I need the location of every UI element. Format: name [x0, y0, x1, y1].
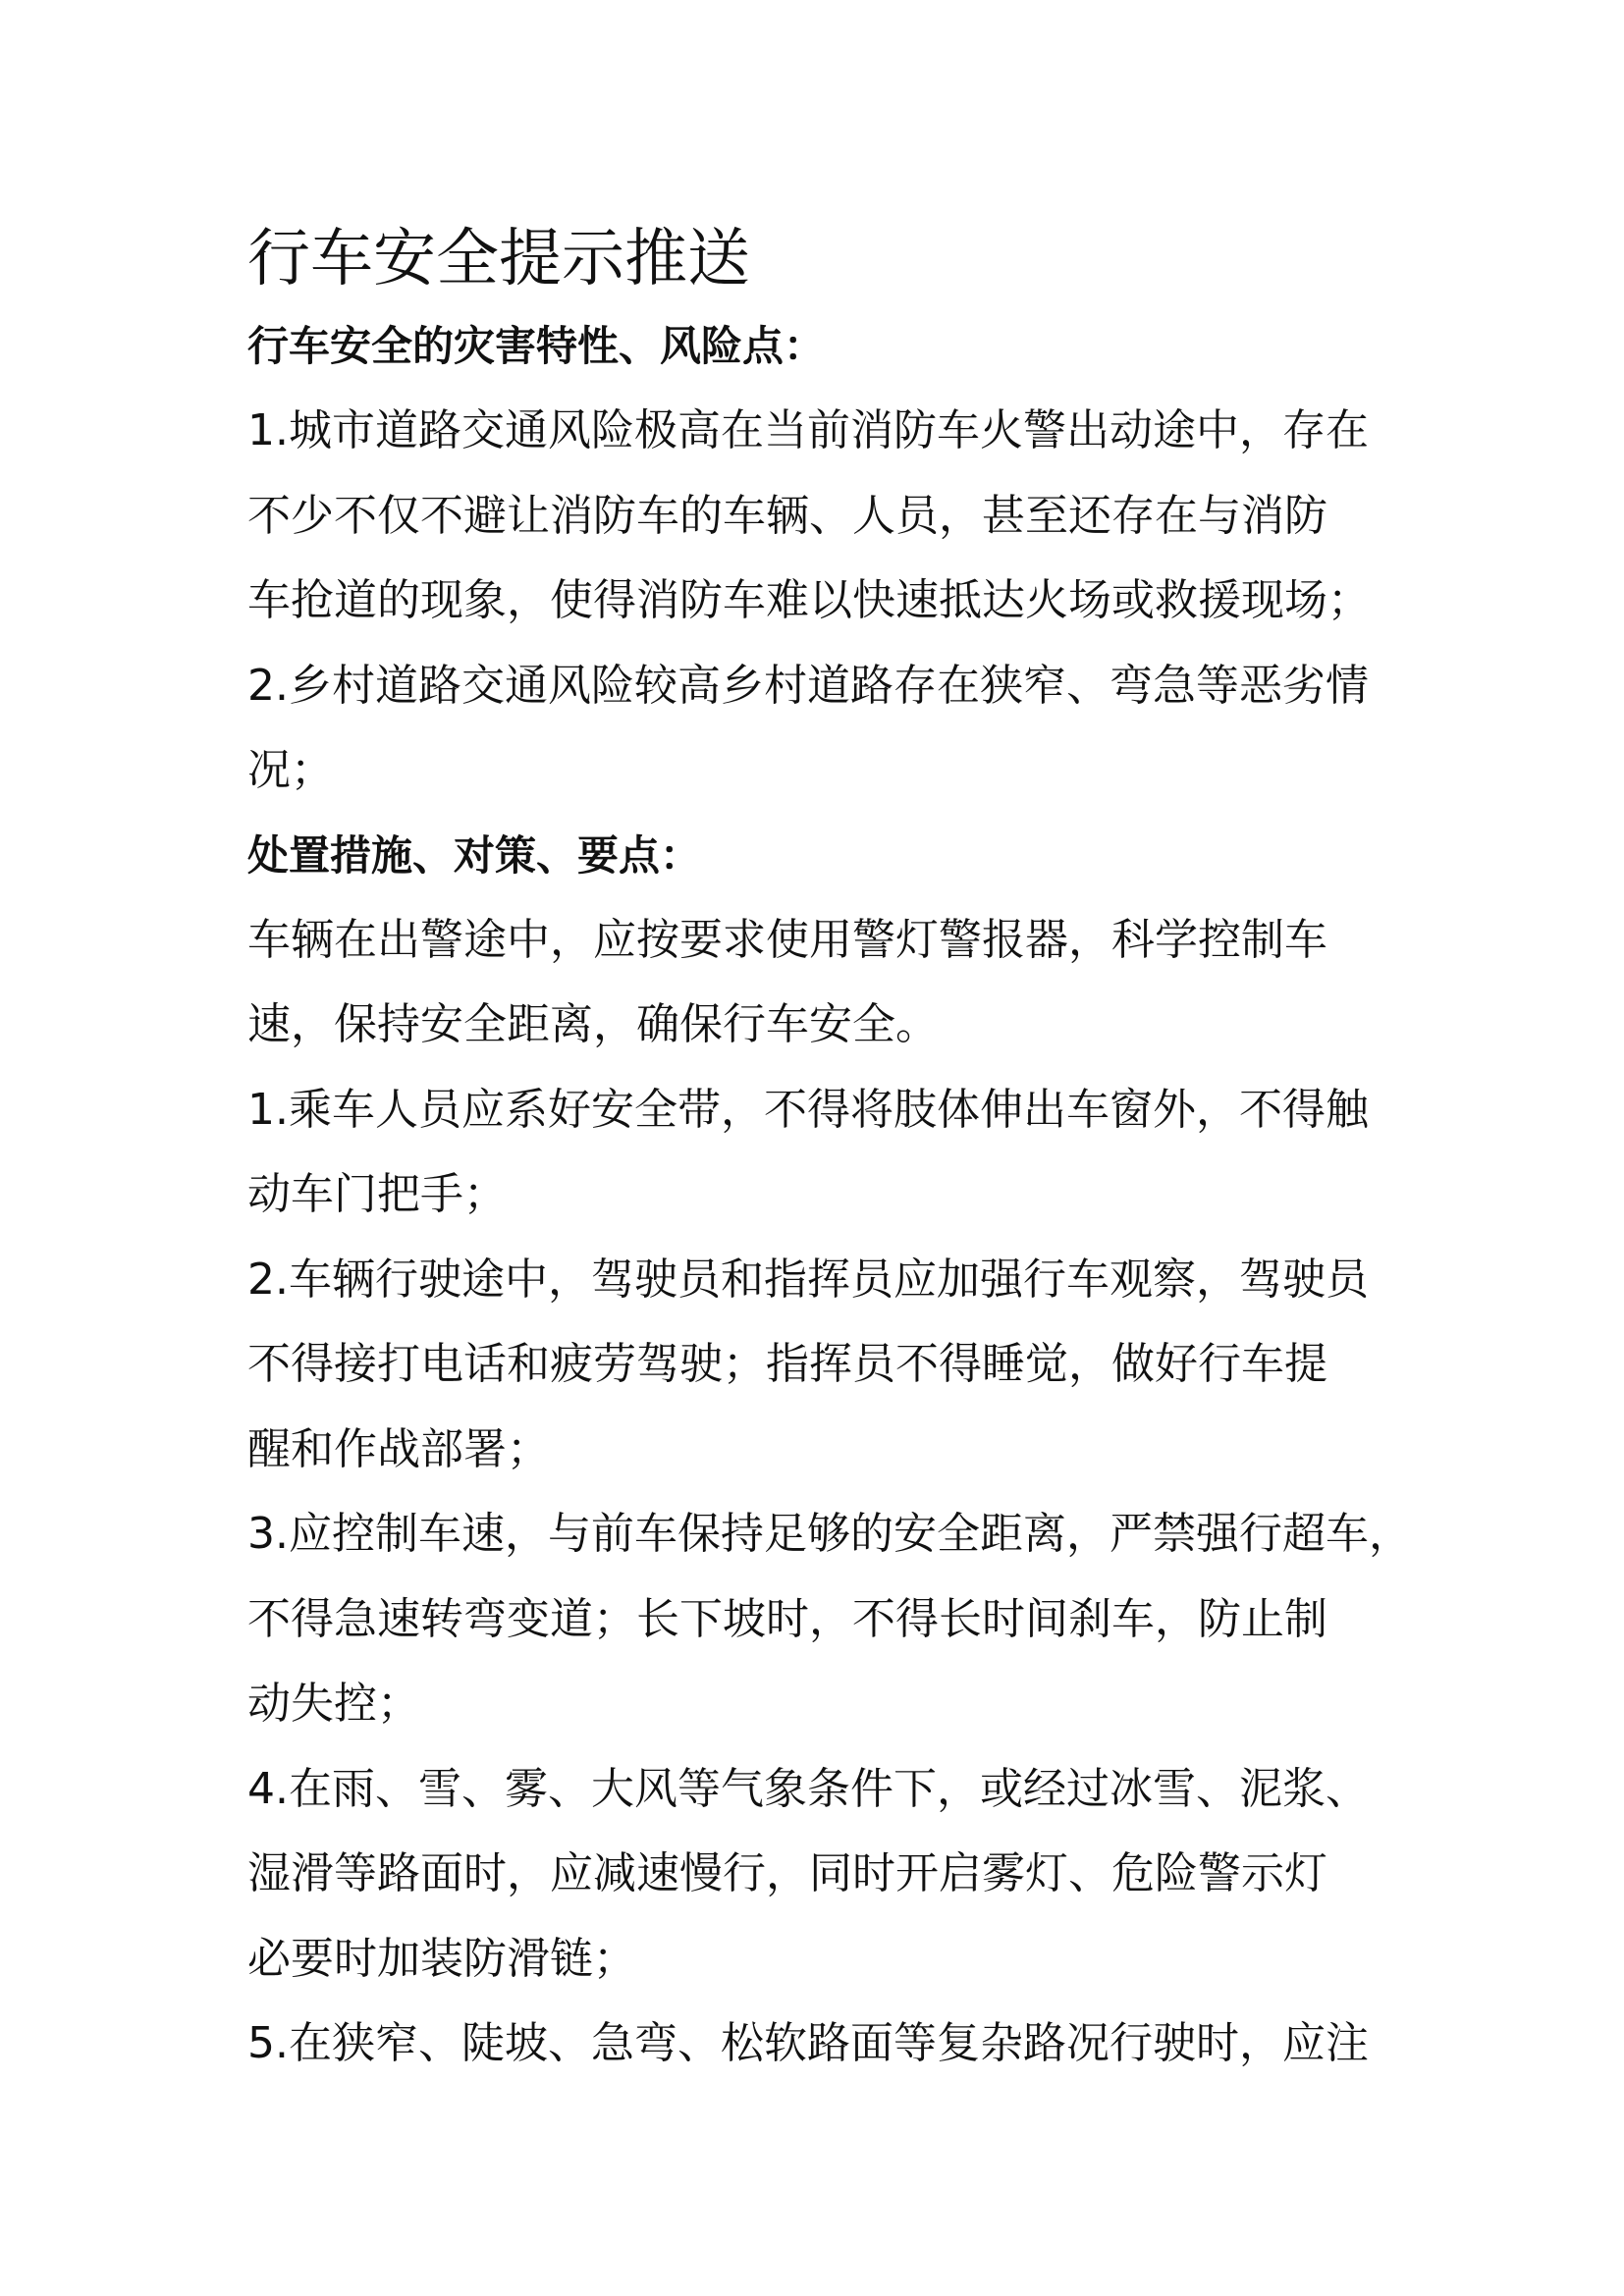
measure-item-4: [247, 1747, 1396, 2002]
text-line: 醒和作战部署；: [247, 1423, 550, 1474]
text-line: 不得接打电话和疲劳驾驶；指挥员不得睡觉，做好行车提: [247, 1339, 1327, 1389]
text-line: 5.在狭窄、陡坡、急弯、松软路面等复杂路况行驶时，应注: [247, 2018, 1369, 2068]
text-line: 不得急速转弯变道；长下坡时，不得长时间刹车，防止制: [247, 1593, 1327, 1644]
measures-intro: [247, 898, 1396, 1068]
text-line: 4.在雨、雪、雾、大风等气象条件下，或经过冰雪、泥浆、: [247, 1763, 1369, 1814]
text-line: 2.乡村道路交通风险较高乡村道路存在狭窄、弯急等恶劣情: [247, 660, 1369, 711]
measure-item-1: [247, 1068, 1396, 1238]
text-line: 必要时加装防滑链；: [247, 1933, 636, 1984]
section-heading-hazards: 行车安全的灾害特性、风险点：: [247, 322, 826, 370]
measure-item-2: [247, 1238, 1396, 1493]
text-line: 1.乘车人员应系好安全带，不得将肢体伸出车窗外，不得触: [247, 1084, 1369, 1135]
text-line: 2.车辆行驶途中，驾驶员和指挥员应加强行车观察，驾驶员: [247, 1254, 1369, 1305]
text-line: 速，保持安全距离，确保行车安全。: [247, 999, 939, 1049]
measure-item-5: [247, 2002, 1396, 2087]
text-line: 1.城市道路交通风险极高在当前消防车火警出动途中，存在: [247, 405, 1369, 455]
text-line: 3.应控制车速，与前车保持足够的安全距离，严禁强行超车，: [247, 1509, 1412, 1559]
hazard-item-2: [247, 644, 1396, 814]
text-line: 不少不仅不避让消防车的车辆、人员，甚至还存在与消防: [247, 490, 1327, 541]
text-line: 动失控；: [247, 1679, 420, 1729]
text-line: 车辆在出警途中，应按要求使用警灯警报器，科学控制车: [247, 914, 1327, 965]
section-heading-measures: 处置措施、对策、要点：: [247, 830, 702, 880]
document-title: 行车安全提示推送: [247, 223, 750, 295]
text-line: 湿滑等路面时，应减速慢行，同时开启雾灯、危险警示灯: [247, 1848, 1327, 1898]
text-line: 况；: [247, 745, 334, 795]
hazard-item-1: [247, 389, 1396, 644]
text-line: 动车门把手；: [247, 1169, 507, 1219]
measure-item-3: [247, 1492, 1412, 1747]
text-line: 车抢道的现象，使得消防车难以快速抵达火场或救援现场；: [247, 575, 1371, 625]
document-page: [247, 214, 1412, 2087]
